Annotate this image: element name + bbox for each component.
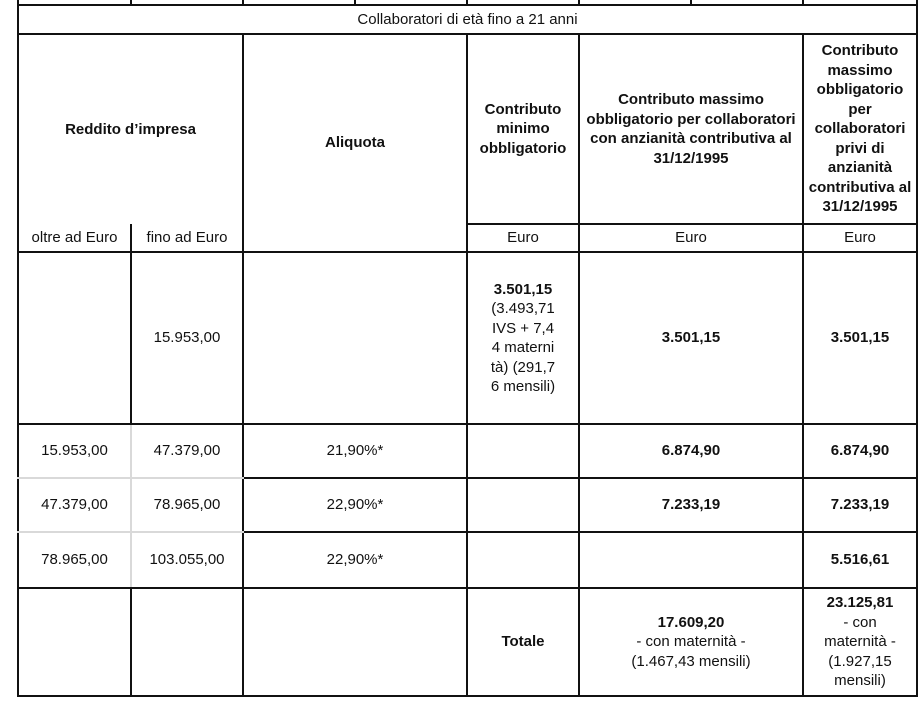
cell-fino: 15.953,00 (131, 252, 243, 424)
header-reddito: Reddito d’impresa (18, 34, 243, 224)
cell-oltre: 15.953,00 (18, 424, 131, 478)
cell-minimo (467, 252, 579, 424)
totale-con-note: - con maternità - (1.467,43 mensili) (631, 633, 751, 670)
header-contributo-massimo-privi: Contributo massimo obbligatorio per collaboratori privi di anzianità contributiva al 31/12/1995 (803, 34, 917, 224)
cell-totale-privi (803, 588, 917, 696)
cell-fino: 103.055,00 (131, 532, 243, 588)
table-title: Collaboratori di età fino a 21 anni (18, 5, 917, 34)
cell-massimo-con: 3.501,15 (579, 252, 803, 424)
totale-con-value: 17.609,20 (657, 613, 725, 631)
cell-aliquota: 22,90%* (243, 478, 467, 532)
subheader-fino: fino ad Euro (131, 224, 243, 252)
cell-massimo-privi: 7.233,19 (803, 478, 917, 532)
minimo-value: 3.501,15 (493, 280, 553, 298)
cell-fino: 47.379,00 (131, 424, 243, 478)
cell-oltre (18, 588, 131, 696)
subheader-euro-minimo: Euro (467, 224, 579, 252)
table-row-totale (18, 588, 917, 696)
subheader-euro-con: Euro (579, 224, 803, 252)
cell-fino: 78.965,00 (131, 478, 243, 532)
subheader-euro-privi: Euro (803, 224, 917, 252)
cell-fino (131, 588, 243, 696)
header-aliquota: Aliquota (243, 34, 467, 252)
cell-aliquota: 22,90%* (243, 532, 467, 588)
table-row (18, 478, 917, 532)
cell-massimo-privi: 3.501,15 (803, 252, 917, 424)
cell-oltre: 47.379,00 (18, 478, 131, 532)
cell-minimo (467, 532, 579, 588)
contributions-table (17, 0, 918, 697)
cell-oltre (18, 252, 131, 424)
cell-minimo (467, 424, 579, 478)
header-contributo-minimo: Contributo minimo obbligatorio (467, 34, 579, 224)
minimo-note: (3.493,71 IVS + 7,44 maternità) (291,76 mensili) (490, 300, 556, 395)
cell-massimo-privi: 5.516,61 (803, 532, 917, 588)
totale-privi-note: - con maternità - (1.927,15 mensili) (824, 613, 896, 690)
cell-massimo-con: 7.233,19 (579, 478, 803, 532)
cell-aliquota (243, 252, 467, 424)
cell-totale-con (579, 588, 803, 696)
table-row (18, 252, 917, 424)
table-row (18, 532, 917, 588)
totale-privi-value: 23.125,81 (826, 594, 894, 612)
cell-minimo (467, 478, 579, 532)
cell-oltre: 78.965,00 (18, 532, 131, 588)
cell-aliquota (243, 588, 467, 696)
cell-massimo-con: 6.874,90 (579, 424, 803, 478)
cell-aliquota: 21,90%* (243, 424, 467, 478)
table-row (18, 424, 917, 478)
subheader-oltre: oltre ad Euro (18, 224, 131, 252)
header-contributo-massimo-con: Contributo massimo obbligatorio per collaboratori con anzianità contributiva al 31/12/1995 (579, 34, 803, 224)
cell-massimo-privi: 6.874,90 (803, 424, 917, 478)
cell-massimo-con (579, 532, 803, 588)
totale-label: Totale (467, 588, 579, 696)
